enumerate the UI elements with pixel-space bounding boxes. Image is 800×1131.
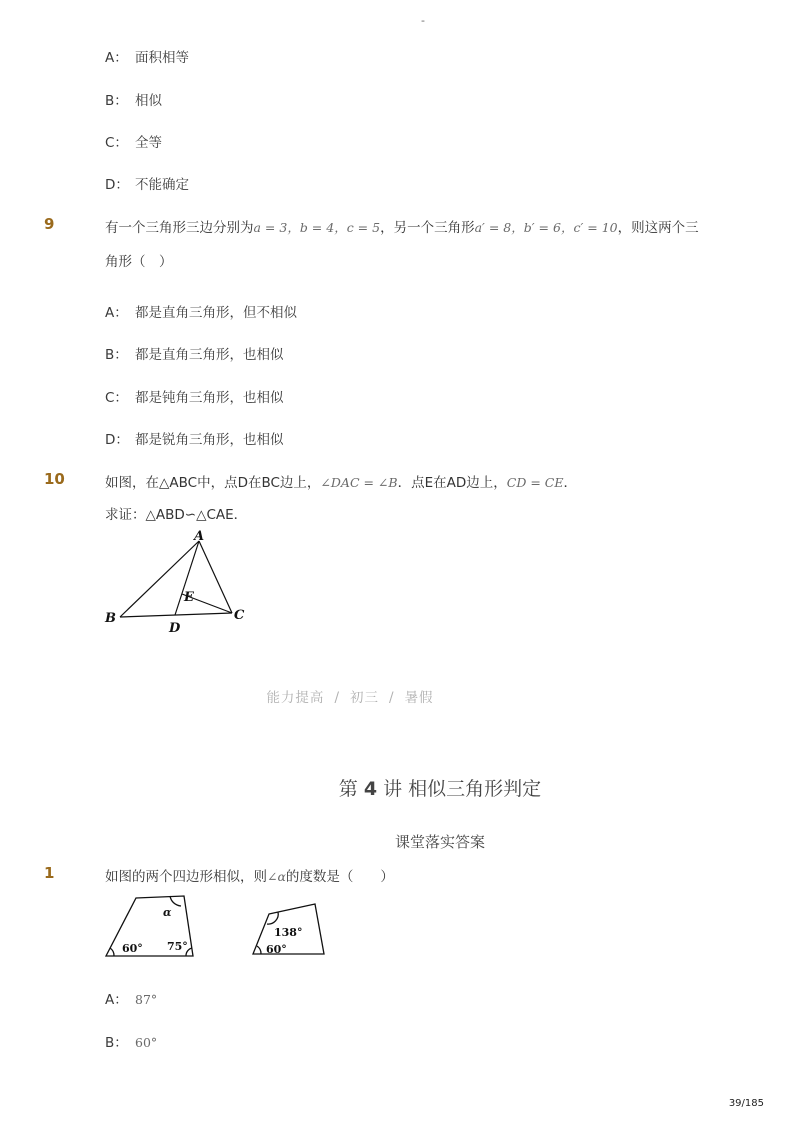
q9-option-b: B： 都是直角三角形，也相似: [105, 347, 284, 363]
question-9-line-2: 角形（ ）: [105, 254, 173, 270]
question-9-line-1: 有一个三角形三边分别为a = 3，b = 4，c = 5，另一个三角形a′ = 8，b′ = 6，c′ = 10，则这两个三: [105, 220, 699, 236]
angle-138-label: 138°: [274, 926, 303, 939]
question-1-text: 如图的两个四边形相似，则∠α的度数是（ ）: [105, 869, 394, 885]
vertex-b-label: B: [105, 611, 116, 626]
question-10-line-1: 如图，在△ABC中，点D在BC边上，∠DAC = ∠B．点E在AD边上，CD = CE．: [105, 475, 577, 491]
question-1-number: 1: [44, 864, 55, 882]
question-9-number: 9: [44, 215, 55, 233]
triangle-figure: [95, 525, 265, 640]
q9-option-a: A： 都是直角三角形，但不相似: [105, 305, 297, 321]
quadrilaterals-figure: [100, 890, 335, 965]
q1-option-b: B： 60°: [105, 1035, 158, 1051]
q8-option-d: D： 不能确定: [105, 177, 189, 193]
angle-60-label-2: 60°: [266, 943, 287, 956]
q9-option-d: D： 都是锐角三角形，也相似: [105, 432, 284, 448]
angle-60-arc-2: [257, 946, 261, 954]
lecture-title: 第 4 讲 相似三角形判定: [338, 778, 542, 800]
question-10-number: 10: [44, 470, 65, 488]
angle-alpha-arc: [170, 896, 181, 906]
question-10-line-2: 求证：△ABD∽△CAE．: [105, 507, 248, 523]
q8-option-b: B： 相似: [105, 93, 162, 109]
vertex-c-label: C: [234, 608, 245, 623]
q9-option-c: C： 都是钝角三角形，也相似: [105, 390, 284, 406]
angle-60-arc-1: [110, 948, 114, 956]
page-number: 39/185: [728, 1098, 764, 1109]
section-title: 课堂落实答案: [394, 833, 485, 851]
q1-option-a: A： 87°: [105, 992, 158, 1008]
angle-75-label: 75°: [167, 940, 188, 953]
angle-alpha-label: α: [163, 906, 172, 919]
footer-band: 能力提高 / 初三 / 暑假: [266, 690, 434, 706]
q8-option-a: A： 面积相等: [105, 50, 189, 66]
vertex-e-label: E: [184, 590, 194, 605]
angle-60-label-1: 60°: [122, 942, 143, 955]
vertex-d-label: D: [169, 621, 181, 636]
header-mark: -: [421, 14, 425, 27]
q8-option-c: C： 全等: [105, 135, 162, 151]
vertex-a-label: A: [194, 529, 205, 544]
